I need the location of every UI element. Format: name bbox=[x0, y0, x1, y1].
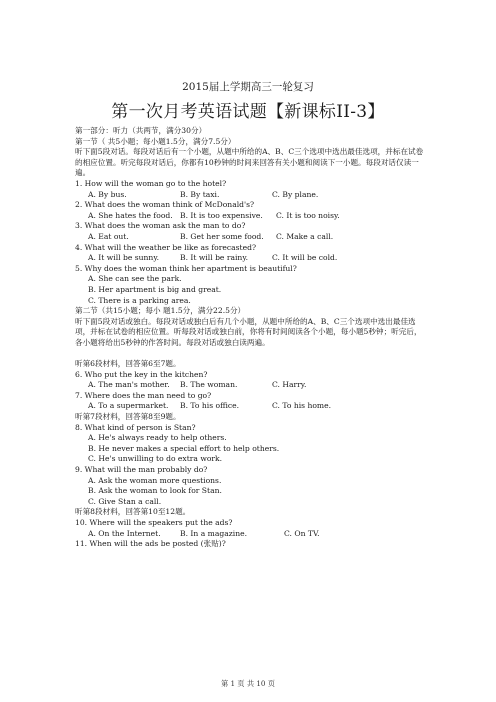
option-a: A. To a supermarket. bbox=[88, 401, 169, 411]
option-a: A. The man's mother. bbox=[88, 380, 170, 390]
question-7-options bbox=[75, 401, 427, 412]
question-2-options bbox=[75, 211, 427, 222]
option-a: A. She hates the food. bbox=[88, 210, 173, 220]
option-a: A. It will be sunny. bbox=[88, 253, 160, 263]
option-b: B. It is too expensive. bbox=[180, 210, 263, 220]
question-5-stem: 5. Why does the woman think her apartment is beautiful? bbox=[75, 263, 297, 273]
material-7-note: 听第7段材料，回答第8至9题。 bbox=[75, 412, 181, 422]
question-3-stem: 3. What does the woman ask the man to do? bbox=[75, 221, 246, 231]
question-7-stem: 7. Where does the man need to go? bbox=[75, 390, 212, 400]
option-b: B. He never makes a special effort to help others. bbox=[88, 443, 280, 453]
question-4-stem: 4. What will the weather be like as forecasted? bbox=[75, 242, 257, 252]
material-8-note: 听第8段材料，回答第10至12题。 bbox=[75, 507, 191, 517]
option-c: C. He's unwilling to do extra work. bbox=[88, 454, 223, 464]
question-6-options bbox=[75, 380, 427, 391]
part2-heading: 第二节（共15小题；每小 题1.5分，满分22.5分） bbox=[75, 306, 246, 316]
question-10-stem: 10. Where will the speakers put the ads? bbox=[75, 518, 233, 527]
option-b: B. In a magazine. bbox=[180, 528, 247, 538]
part1-instructions: 听下面5段对话。每段对话后有一个小题，从题中所给的A、B、C三个选项中选出最佳选项，并标在试卷的相应位置。听完每段对话后，你都有10秒钟的时间来回答有关小题和阅读下一小题。每段对话仅读一遍。 bbox=[75, 147, 424, 178]
part1-heading: 第一节（ 共5小题；每小题1.5分，满分7.5分） bbox=[75, 136, 236, 146]
option-b: B. It will be rainy. bbox=[180, 253, 249, 263]
question-11-stem: 11. When will the ads be posted (张贴)? bbox=[75, 539, 226, 549]
option-c: C. It is too noisy. bbox=[276, 210, 340, 220]
section-heading: 第一部分：听力（共两节，满分30分） bbox=[75, 126, 207, 135]
part2-instructions: 听下面5段对话或独白。每段对话或独白后有几个小题，从题中所给的A、B、C三个选项中选出最佳选项，并标在试卷的相应位置。听每段对话或独白前，你将有时间阅读各个小题，每小题5秒钟；听完后，各小题将给出5秒钟的作答时间。每段对话或独白读两遍。 bbox=[75, 316, 422, 347]
question-8-stem: 8. What kind of person is Stan? bbox=[75, 422, 196, 432]
exam-body bbox=[75, 126, 427, 550]
option-b: B. Her apartment is big and great. bbox=[88, 284, 222, 294]
option-a: A. On the Internet. bbox=[88, 528, 161, 538]
option-b: B. The woman. bbox=[180, 380, 238, 390]
question-6-stem: 6. Who put the key in the kitchen? bbox=[75, 369, 208, 379]
question-1-options bbox=[75, 190, 427, 201]
question-3-options bbox=[75, 232, 427, 243]
option-c: C. Make a call. bbox=[276, 231, 334, 241]
question-2-stem: 2. What does the woman think of McDonald's? bbox=[75, 200, 255, 210]
option-a: A. Ask the woman more questions. bbox=[88, 475, 222, 485]
question-4-options bbox=[75, 253, 427, 264]
option-b: B. Ask the woman to look for Stan. bbox=[88, 486, 222, 496]
option-a: A. She can see the park. bbox=[88, 274, 182, 284]
option-c: C. By plane. bbox=[272, 189, 319, 199]
exam-subtitle: 2015届上学期高三一轮复习 bbox=[182, 81, 314, 93]
option-a: A. By bus. bbox=[88, 189, 127, 199]
option-c: C. To his home. bbox=[272, 401, 332, 411]
option-c: C. Harry. bbox=[272, 380, 307, 390]
page-footer: 第 1 页 共 10 页 bbox=[221, 679, 275, 688]
question-1-stem: 1. How will the woman go to the hotel? bbox=[75, 178, 227, 188]
option-c: C. Give Stan a call. bbox=[88, 496, 162, 506]
option-b: B. Get her some food. bbox=[180, 231, 264, 241]
option-b: B. To his office. bbox=[180, 401, 240, 411]
option-c: C. It will be cold. bbox=[272, 253, 338, 263]
material-6-note: 听第6段材料，回答第6至7题。 bbox=[75, 359, 181, 369]
option-c: C. There is a parking area. bbox=[88, 295, 191, 305]
option-a: A. He's always ready to help others. bbox=[88, 433, 227, 443]
exam-title: 第一次月考英语试题【新课标II-3】 bbox=[111, 102, 385, 122]
question-10-options bbox=[75, 529, 427, 540]
question-9-stem: 9. What will the man probably do? bbox=[75, 465, 208, 475]
option-c: C. On TV. bbox=[284, 528, 320, 538]
option-b: B. By taxi. bbox=[180, 189, 220, 199]
option-a: A. Eat out. bbox=[88, 231, 129, 241]
